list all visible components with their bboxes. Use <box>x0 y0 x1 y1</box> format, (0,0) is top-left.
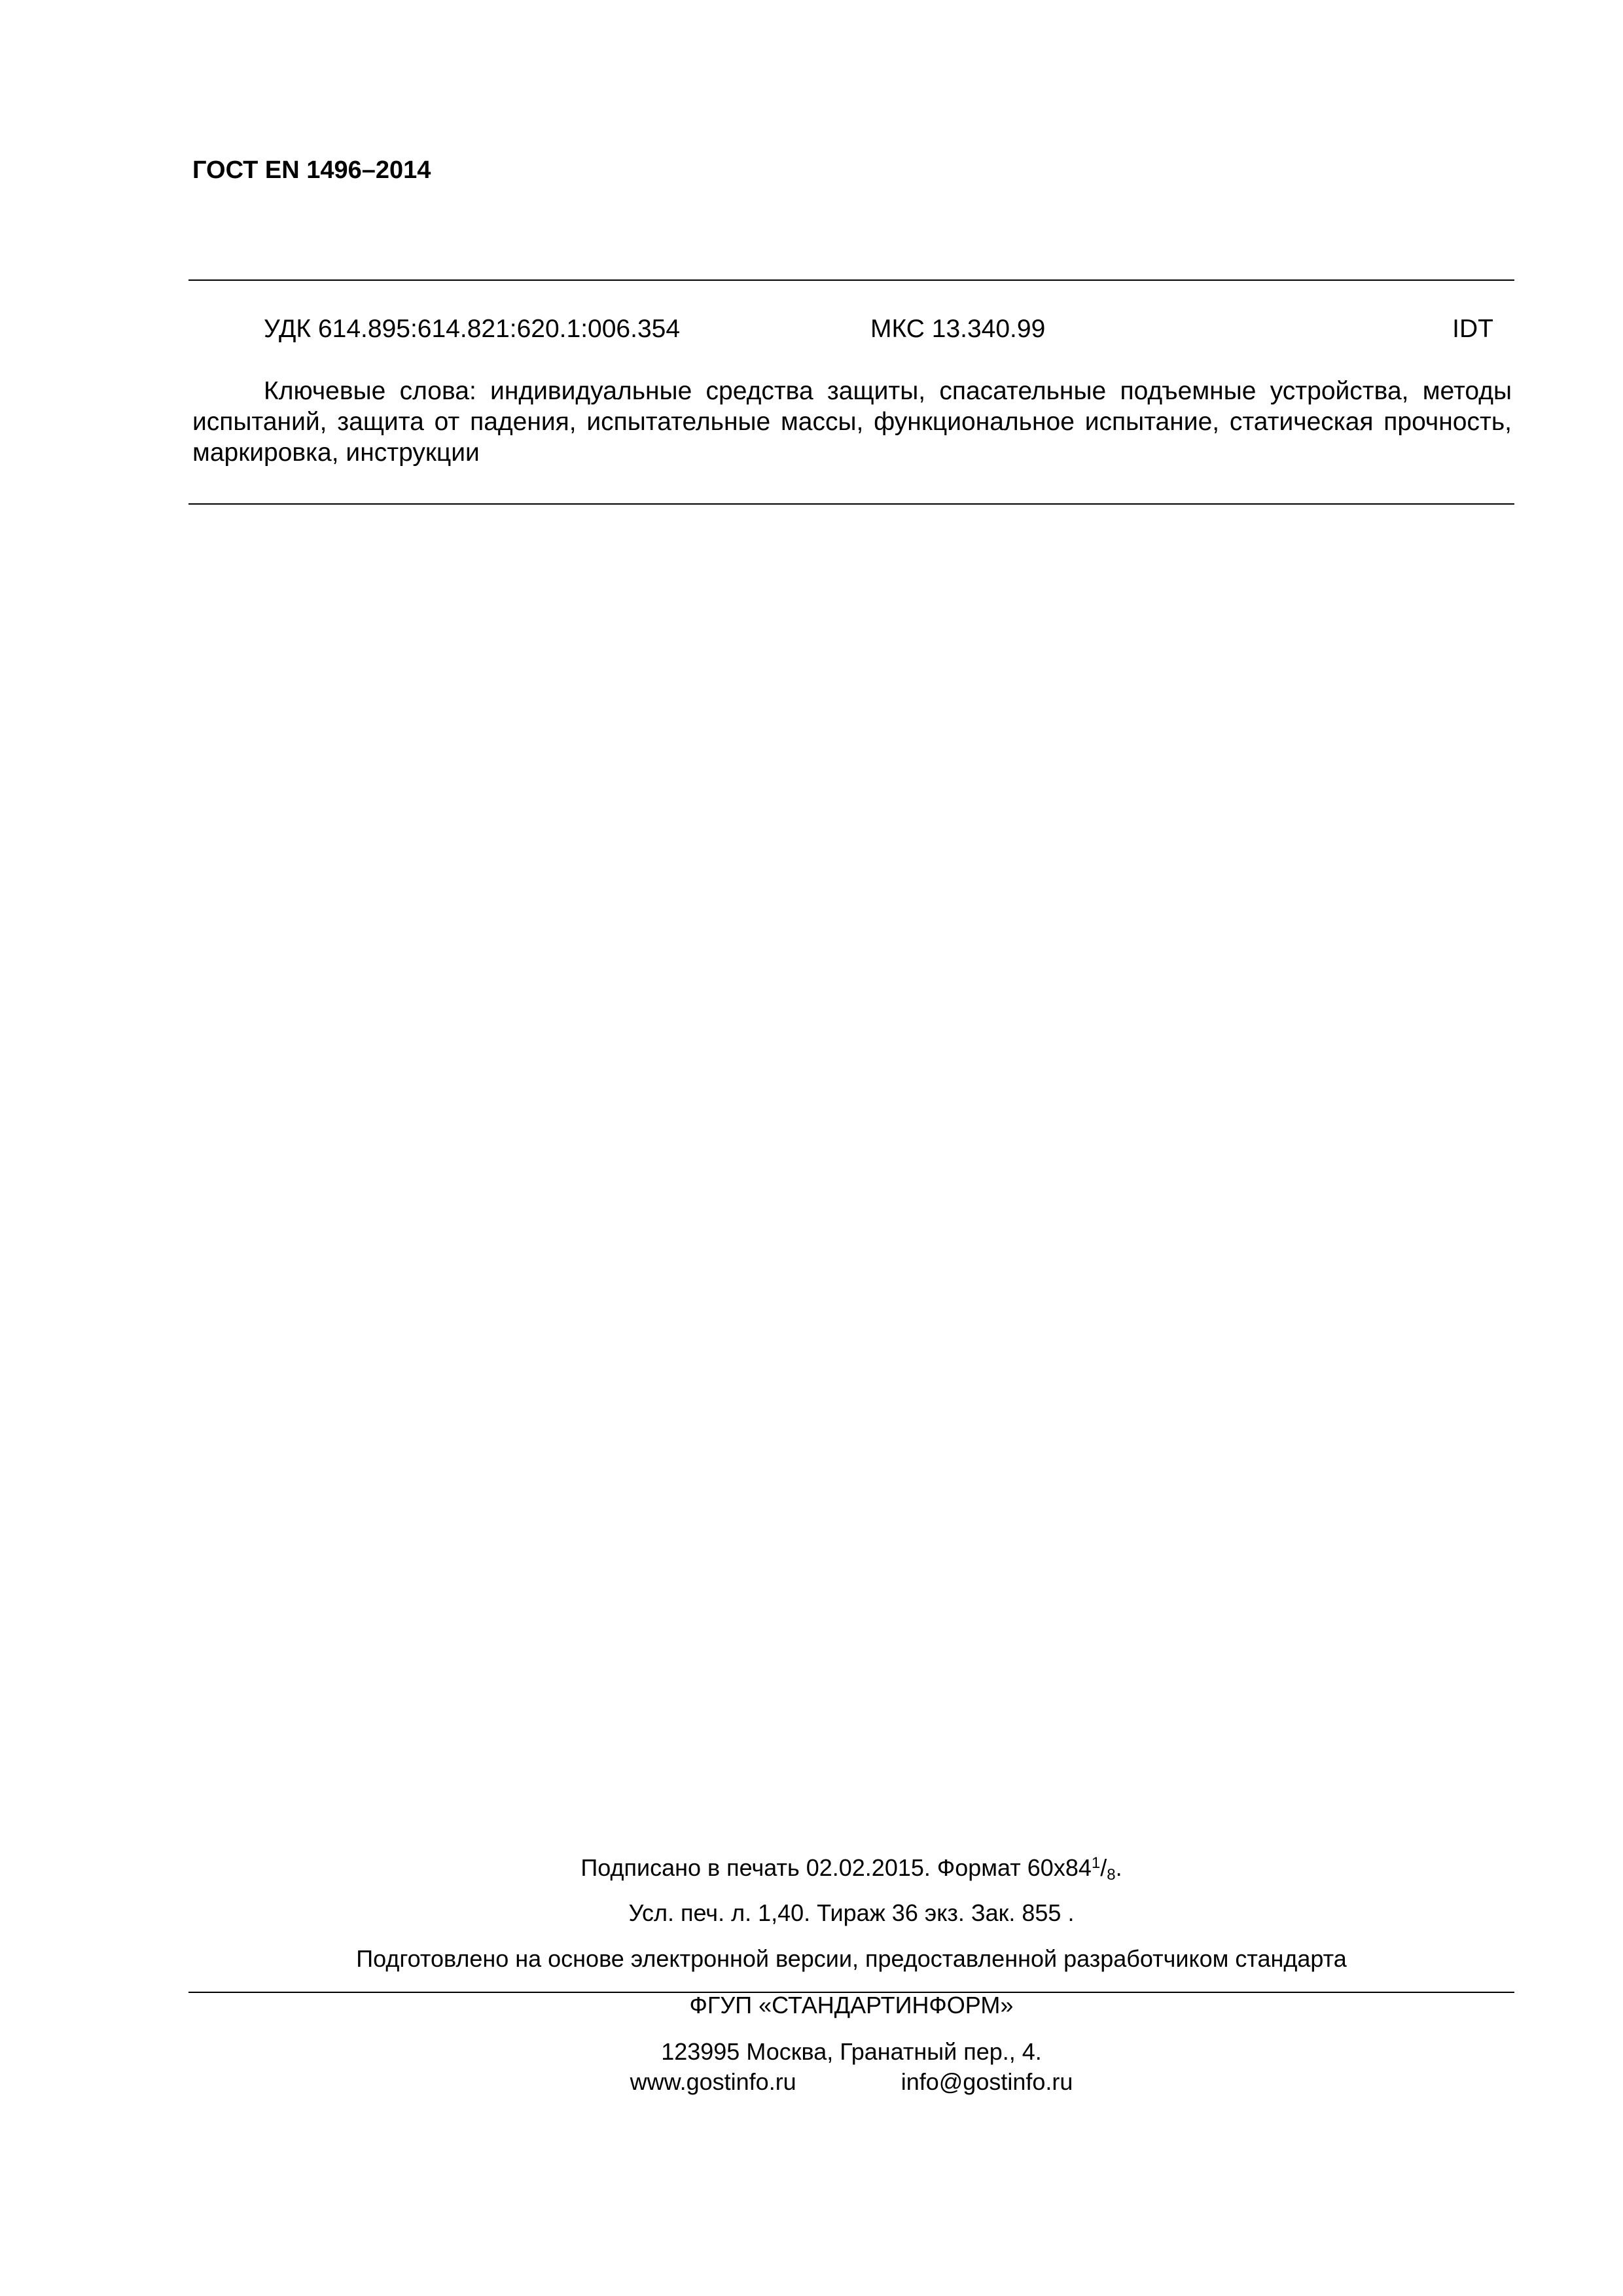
imprint-print-details: Усл. печ. л. 1,40. Тираж 36 экз. Зак. 855 . <box>628 1899 1075 1926</box>
publisher-name: ФГУП «СТАНДАРТИНФОРМ» <box>689 1992 1014 2018</box>
mks-code: МКС 13.340.99 <box>870 315 1046 343</box>
format-fraction-numerator: 1 <box>1091 1854 1101 1872</box>
equivalence-degree: IDT <box>1452 315 1493 343</box>
publisher-address: 123995 Москва, Гранатный пер., 4. <box>661 2038 1042 2065</box>
publisher-contacts <box>188 2068 1514 2096</box>
imprint-signed-text: Подписано в печать 02.02.2015. Формат 60x84 <box>580 1854 1092 1881</box>
imprint-prepared-note: Подготовлено на основе электронной версии, предоставленной разработчиком стандарта <box>356 1945 1347 1972</box>
divider-top <box>188 279 1514 281</box>
format-fraction-denominator: 8 <box>1107 1866 1116 1884</box>
keywords-paragraph: Ключевые слова: индивидуальные средства защиты, спасательные подъемные устройства, методы испытаний, защита от падения, испытательные массы, функциональное испытание, статическая прочность, маркировка, инструкции <box>192 377 1512 467</box>
divider-middle <box>188 503 1514 505</box>
udk-code: УДК 614.895:614.821:620.1:006.354 <box>264 315 681 343</box>
imprint-signed-line: Подписано в печать 02.02.2015. Формат $60x84^1/_8$. <box>580 1854 1122 1884</box>
website-link[interactable]: www.gostinfo.ru <box>630 2068 796 2095</box>
format-end: . <box>1115 1854 1122 1881</box>
email-link[interactable]: info@gostinfo.ru <box>901 2068 1073 2095</box>
classification-row <box>0 313 1623 346</box>
standard-code: ГОСТ EN 1496–2014 <box>192 156 431 184</box>
